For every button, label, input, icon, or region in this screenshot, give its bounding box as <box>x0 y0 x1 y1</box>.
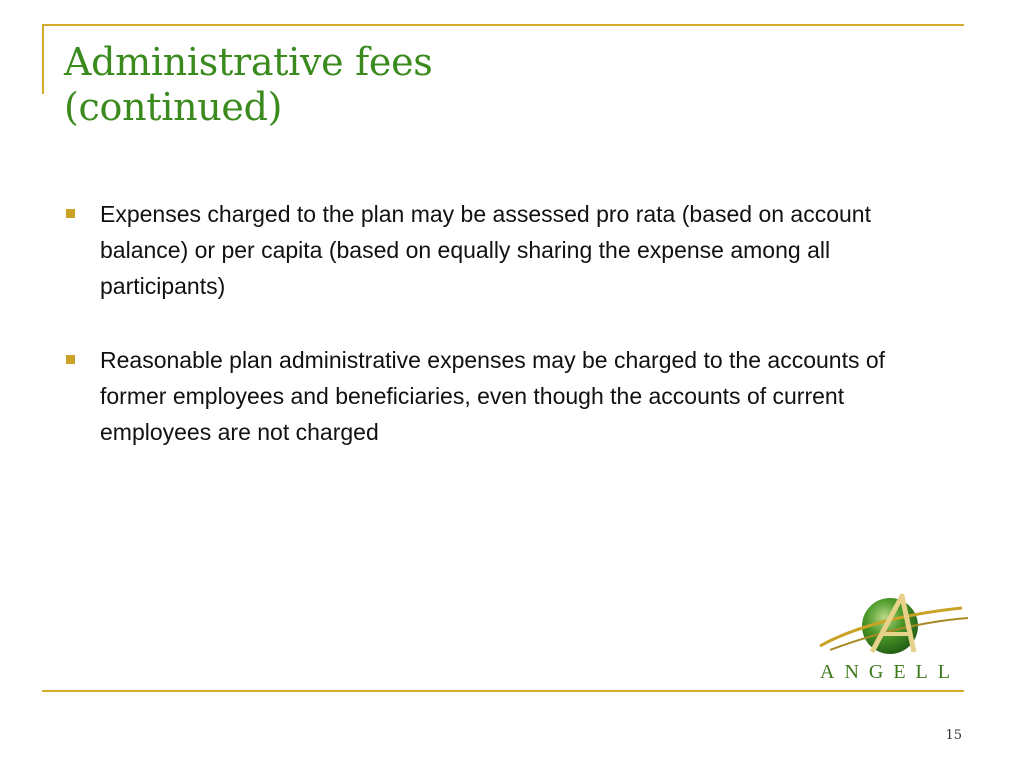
bullet-list <box>64 196 924 488</box>
top-rule <box>42 24 964 26</box>
logo-wordmark: ANGELL <box>820 661 960 683</box>
title-line-2: (continued) <box>64 85 283 129</box>
page-number: 15 <box>945 728 962 743</box>
square-bullet-icon <box>66 209 75 218</box>
square-bullet-icon <box>66 355 75 364</box>
bullet-item <box>64 196 924 304</box>
bullet-text: Reasonable plan administrative expenses may be charged to the accounts of former employees and beneficiaries, even though the accounts of current employees are not charged <box>100 347 886 445</box>
title-line-1: Administrative fees <box>64 40 433 84</box>
bullet-text: Expenses charged to the plan may be assessed pro rata (based on account balance) or per capita (based on equally sharing the expense among all participants) <box>100 201 871 299</box>
footer-rule <box>42 690 964 692</box>
bullet-item <box>64 342 924 450</box>
slide-title <box>64 40 764 130</box>
left-rule <box>42 24 44 94</box>
